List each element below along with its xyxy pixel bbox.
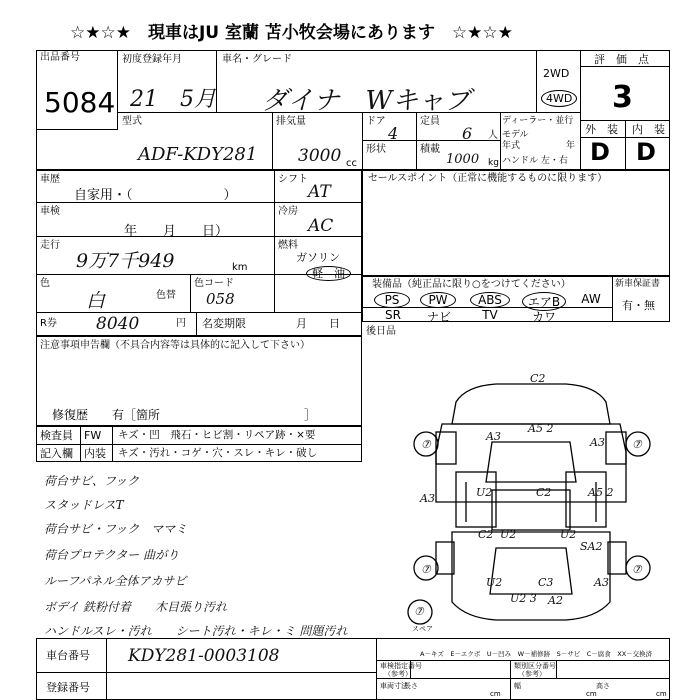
diagram-mark: U2 (476, 486, 493, 499)
capacity-unit: 人 (488, 130, 498, 141)
sales-block (362, 170, 670, 276)
int-label: 内装 (84, 447, 106, 460)
vehicle-specified-label: 車検指定番号 (380, 662, 422, 670)
note-line: ルーフパネル全体アカサビ (44, 574, 187, 588)
displacement-label: 排気量 (276, 116, 306, 127)
exterior-grade: D (590, 138, 610, 166)
diagram-mark: A5 2 (588, 486, 614, 499)
displacement-unit: cc (346, 158, 357, 169)
interior-grade: D (636, 138, 656, 166)
category-label: 類別区分番号 (514, 662, 556, 670)
diagram-mark: ⑦ (632, 563, 642, 576)
shift-value: AT (308, 182, 331, 202)
note-line: ハンドルスレ・汚れ シート汚れ・キレ・ミ 問題汚れ (44, 624, 348, 638)
model-year-unit: 年 (566, 141, 576, 151)
note-line: スタッドレスT (44, 498, 124, 512)
diagram-mark: U2 (486, 576, 503, 589)
dims-unit: cm (656, 690, 667, 698)
handle-label: ハンドル 左・右 (502, 156, 568, 166)
note-line: 荷台サビ・フック ママミ (44, 522, 188, 536)
model-label: 型式 (122, 116, 142, 127)
mileage-label: 走行 (40, 240, 60, 251)
registration-label: 登録番号 (46, 681, 90, 694)
displacement-value: 3000 (298, 146, 342, 166)
inspector-label: 検査員 (40, 429, 73, 442)
dims-unit: cm (490, 690, 501, 698)
interior-label: 内 装 (632, 123, 665, 136)
first-reg-label: 初度登録年月 (122, 54, 182, 65)
diagram-mark: ⑦ (414, 605, 424, 618)
doors-label: ドア (366, 116, 386, 127)
car-name-label: 車名・グレード (222, 54, 292, 65)
inspection-value: 年 月 日） (124, 224, 229, 239)
warranty-label: 新車保証書 (615, 279, 661, 289)
diagram-mark: A3 (486, 430, 501, 443)
equip-leather: カワ (531, 310, 556, 324)
recycle-value: 8040 (96, 314, 140, 334)
diagram-mark: ⑦ (632, 438, 642, 451)
diagram-mark: ⑦ (421, 438, 431, 451)
warranty-value: 有・無 (622, 299, 655, 312)
rating-label: 評 価 点 (594, 53, 649, 66)
diagram-mark: U2 (560, 528, 577, 541)
note-line: 荷台プロテクター 曲がり (44, 548, 180, 562)
note-line: ボデイ 鉄粉付着 木目張り汚れ (44, 600, 227, 614)
dims-unit: cm (586, 690, 597, 698)
term-value: 月 日 (296, 317, 340, 330)
equip-aw: AW (581, 292, 601, 306)
chassis-label: 車台番号 (46, 649, 90, 662)
doors-value: 4 (388, 124, 399, 143)
damage-legend: A－キズ E－エクボ U－凹み W－補修跡 S－サビ C－腐食 XX－交換済 (420, 650, 653, 658)
drive-2wd: 2WD (543, 67, 570, 80)
car-name-value: ダイナ Wキャブ (262, 86, 471, 116)
mileage-unit: km (232, 262, 248, 273)
diagram-mark: U2 (500, 528, 517, 541)
note-line: 荷台サビ、フック (44, 474, 140, 488)
capacity-label: 定員 (420, 116, 440, 127)
equip-pw: PW (420, 292, 456, 308)
diagram-mark: SA2 (580, 540, 603, 553)
shape-label: 形状 (366, 144, 386, 155)
model-value: ADF-KDY281 (138, 144, 258, 165)
vehicle-specified-sub: （参考） (384, 670, 412, 678)
chassis-value: KDY281-0003108 (128, 646, 280, 666)
history-value: 自家用・（ ） (74, 188, 237, 203)
fw-label: FW (84, 429, 102, 442)
entry-label: 記入欄 (40, 447, 73, 460)
color-code-label: 色コード (194, 278, 234, 289)
equip-navi: ナビ (426, 310, 451, 324)
history-label: 車歴 (40, 174, 60, 185)
equipment-label: 装備品（純正品に限り○をつけてください） (372, 279, 571, 290)
equip-sr: SR (385, 308, 401, 322)
diagram-mark: C2 (478, 528, 494, 541)
shift-label: シフト (278, 174, 308, 185)
dealer-label: ディーラー・並行 (502, 116, 574, 126)
dims-width: 幅 (514, 682, 521, 690)
model-year-label1: モデル (502, 130, 529, 140)
equip-abs: ABS (470, 292, 510, 308)
int-items: キズ・汚れ・コゲ・穴・スレ・キレ・破し (118, 447, 318, 459)
color-value: 白 (86, 290, 106, 312)
diagram-mark: A5 2 (528, 422, 554, 435)
color-label: 色 (40, 278, 50, 289)
first-reg-value: 21 5月 (130, 87, 216, 112)
rear-seat-label: 後日品 (366, 326, 396, 337)
recycle-unit: 円 (176, 318, 186, 329)
repair-history: 修復歴 有［箇所 ］ (52, 408, 317, 422)
diagram-mark: C3 (538, 576, 554, 589)
fuel-diesel: 軽 油 (306, 266, 351, 281)
diagram-mark: U2 3 (510, 592, 537, 605)
drive-4wd: 4WD (541, 90, 577, 107)
rating-score: 3 (612, 80, 633, 115)
inspection-label: 車検 (40, 206, 60, 217)
lot-label: 出品番号 (40, 52, 80, 63)
recycle-label: R券 (40, 318, 57, 329)
fuel-gasoline: ガソリン (296, 251, 340, 264)
sales-points-label: セールスポイント（正常に機能するものに限ります） (368, 173, 608, 184)
fw-items: キズ・凹 飛石・ヒビ割・リペア跡・×要 (118, 429, 316, 441)
diagram-mark: A2 (548, 594, 563, 607)
equip-ps: PS (374, 292, 410, 308)
load-label: 積載 (420, 144, 440, 155)
dims-height: 高さ (596, 682, 610, 690)
exterior-label: 外 装 (585, 123, 618, 136)
sheet-title: ☆★☆★ 現車はJU 室蘭 苫小牧会場にあります ☆★☆★ (70, 23, 513, 43)
diagram-mark: A3 (590, 436, 605, 449)
equip-tv: TV (482, 308, 498, 322)
mileage-value: 9万7千949 (76, 250, 175, 272)
diagram-mark: A3 (594, 576, 609, 589)
spare-label: スペア (412, 625, 433, 633)
notes-label: 注意事項申告欄（不具合内容等は具体的に記入して下さい） (40, 340, 310, 351)
aircon-label: 冷房 (278, 206, 298, 217)
term-label: 名変期限 (202, 317, 246, 330)
fuel-label: 燃料 (278, 240, 298, 251)
dims-length: 長さ (404, 682, 418, 690)
dims-size-label: 車両寸法 (380, 682, 408, 690)
load-value: 1000 (446, 152, 480, 167)
diagram-mark: ⑦ (421, 563, 431, 576)
capacity-value: 6 (462, 124, 473, 143)
aircon-value: AC (308, 216, 334, 236)
category-sub: （参考） (518, 670, 546, 678)
equip-airbag: エアB (522, 292, 566, 311)
diagram-mark: C2 (536, 486, 552, 499)
load-unit: kg (488, 158, 499, 168)
lot-number: 5084 (44, 86, 116, 119)
diagram-mark: A3 (420, 492, 435, 505)
model-year-label2: 年式 (502, 141, 521, 151)
color-code: 058 (206, 290, 235, 308)
color-change-label: 色替 (156, 290, 176, 301)
diagram-mark: C2 (530, 372, 546, 385)
